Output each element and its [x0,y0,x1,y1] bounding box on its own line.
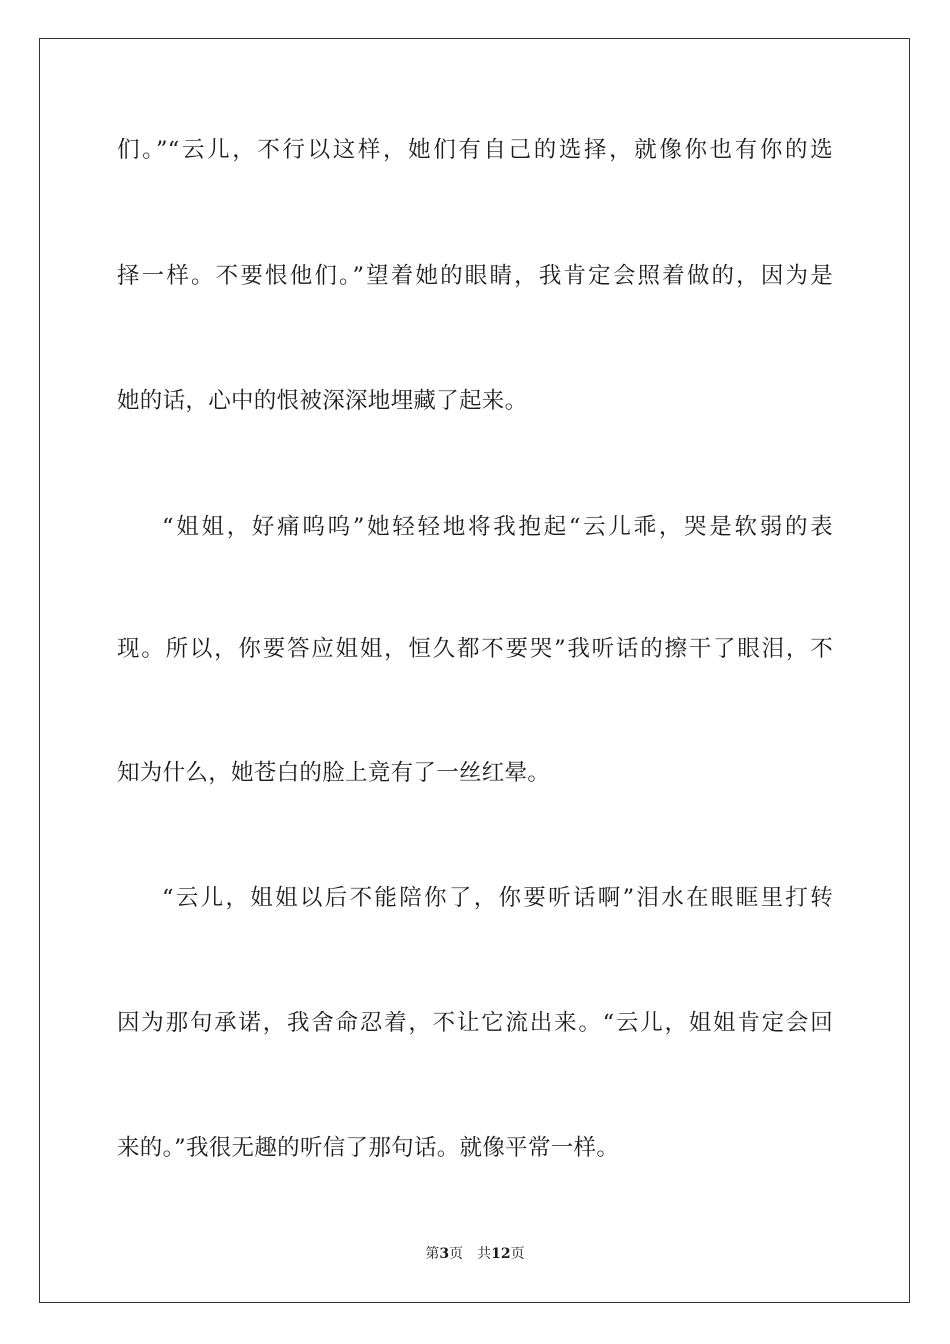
text-line: 现。所以，你要答应姐姐，恒久都不要哭”我听话的擦干了眼泪，不 [117,636,833,662]
page-prefix: 第 [425,1246,440,1262]
page-number: 3 [439,1246,450,1262]
total-suffix: 页 [510,1246,525,1262]
total-prefix: 共 [477,1246,492,1262]
text-line: 来的。”我很无趣的听信了那句话。就像平常一样。 [117,1135,620,1161]
text-line: 知为什么，她苍白的脸上竟有了一丝红晕。 [117,760,551,786]
text-line: “云儿，姐姐以后不能陪你了，你要听话啊”泪水在眼眶里打转 [162,885,833,911]
text-line: 择一样。不要恨他们。”望着她的眼睛，我肯定会照着做的，因为是 [117,263,833,289]
text-line: 她的话，心中的恨被深深地埋藏了起来。 [117,388,528,414]
total-pages: 12 [491,1246,511,1262]
text-line: 因为那句承诺，我舍命忍着，不让它流出来。“云儿，姐姐肯定会回 [117,1010,833,1036]
text-line: “姐姐，好痛呜呜”她轻轻地将我抱起“云儿乖，哭是软弱的表 [162,514,833,540]
page-border [39,38,910,1303]
text-line: 们。”“云儿，不行以这样，她们有自己的选择，就像你也有你的选 [117,137,833,163]
page-footer [0,1245,950,1263]
page-suffix: 页 [449,1246,464,1262]
